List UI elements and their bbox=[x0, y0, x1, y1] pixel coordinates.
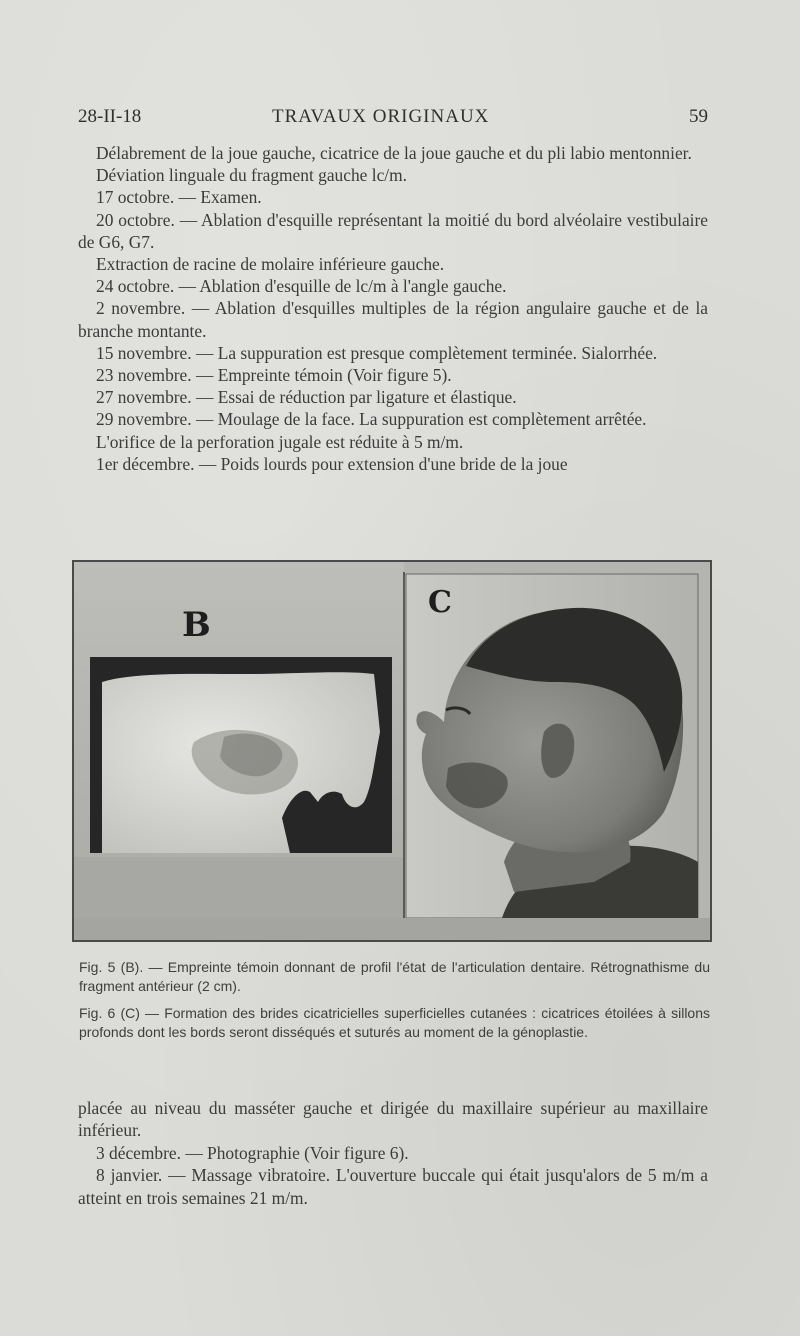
header-date: 28-II-18 bbox=[78, 106, 142, 127]
paragraph: 8 janvier. — Massage vibratoire. L'ouverture buccale qui était jusqu'alors de 5 m/m a atteint en trois semaines 21 m/m. bbox=[78, 1165, 708, 1208]
figure-label-c: C bbox=[428, 585, 452, 620]
caption-fig-6: Fig. 6 (C) — Formation des brides cicatricielles superficielles cutanées : cicatrices étoilées à sillons profonds dont les bords seront disséqués et suturés au moment de la génoplastie. bbox=[79, 1004, 710, 1041]
figure-illustration bbox=[74, 562, 710, 940]
body-text-bottom bbox=[78, 1097, 708, 1209]
figure-captions bbox=[78, 958, 710, 1050]
running-header bbox=[78, 106, 708, 134]
paragraph: 1er décembre. — Poids lourds pour extension d'une bride de la joue bbox=[96, 453, 568, 474]
page-number: 59 bbox=[689, 106, 708, 127]
paragraph: placée au niveau du masséter gauche et dirigée du maxillaire supérieur au maxillaire inférieur. bbox=[78, 1098, 708, 1141]
paragraph: 27 novembre. — Essai de réduction par ligature et élastique. bbox=[96, 387, 517, 408]
paragraph: 24 octobre. — Ablation d'esquille de lc/m à l'angle gauche. bbox=[96, 276, 507, 297]
figure-photograph bbox=[72, 560, 712, 942]
paragraph: Délabrement de la joue gauche, cicatrice de la joue gauche et du pli labio mentonnier. bbox=[96, 143, 692, 163]
paragraph: 3 décembre. — Photographie (Voir figure 6). bbox=[96, 1142, 409, 1163]
paragraph: 29 novembre. — Moulage de la face. La suppuration est complètement arrêtée. bbox=[96, 409, 647, 430]
figure-bottom-margin bbox=[74, 918, 710, 940]
paragraph: L'orifice de la perforation jugale est réduite à 5 m/m. bbox=[96, 431, 464, 452]
figure-label-b: B bbox=[182, 605, 211, 645]
paragraph: 17 octobre. — Examen. bbox=[96, 187, 262, 208]
paragraph: Extraction de racine de molaire inférieure gauche. bbox=[96, 254, 445, 275]
header-title: TRAVAUX ORIGINAUX bbox=[272, 106, 490, 127]
caption-fig-5: Fig. 5 (B). — Empreinte témoin donnant de profil l'état de l'articulation dentaire. Rétrognathisme du fragment antérieur (2 cm). bbox=[79, 959, 710, 995]
paragraph: 2 novembre. — Ablation d'esquilles multiples de la région angulaire gauche et de la branche montante. bbox=[78, 298, 708, 341]
paragraph: 20 octobre. — Ablation d'esquille représentant la moitié du bord alvéolaire vestibulaire de G6, G7. bbox=[78, 209, 708, 252]
paragraph: Déviation linguale du fragment gauche lc/m. bbox=[96, 165, 407, 186]
paragraph: 23 novembre. — Empreinte témoin (Voir figure 5). bbox=[96, 365, 452, 386]
paragraph: 15 novembre. — La suppuration est presque complètement terminée. Sialorrhée. bbox=[96, 342, 658, 363]
body-text-top bbox=[78, 142, 708, 475]
